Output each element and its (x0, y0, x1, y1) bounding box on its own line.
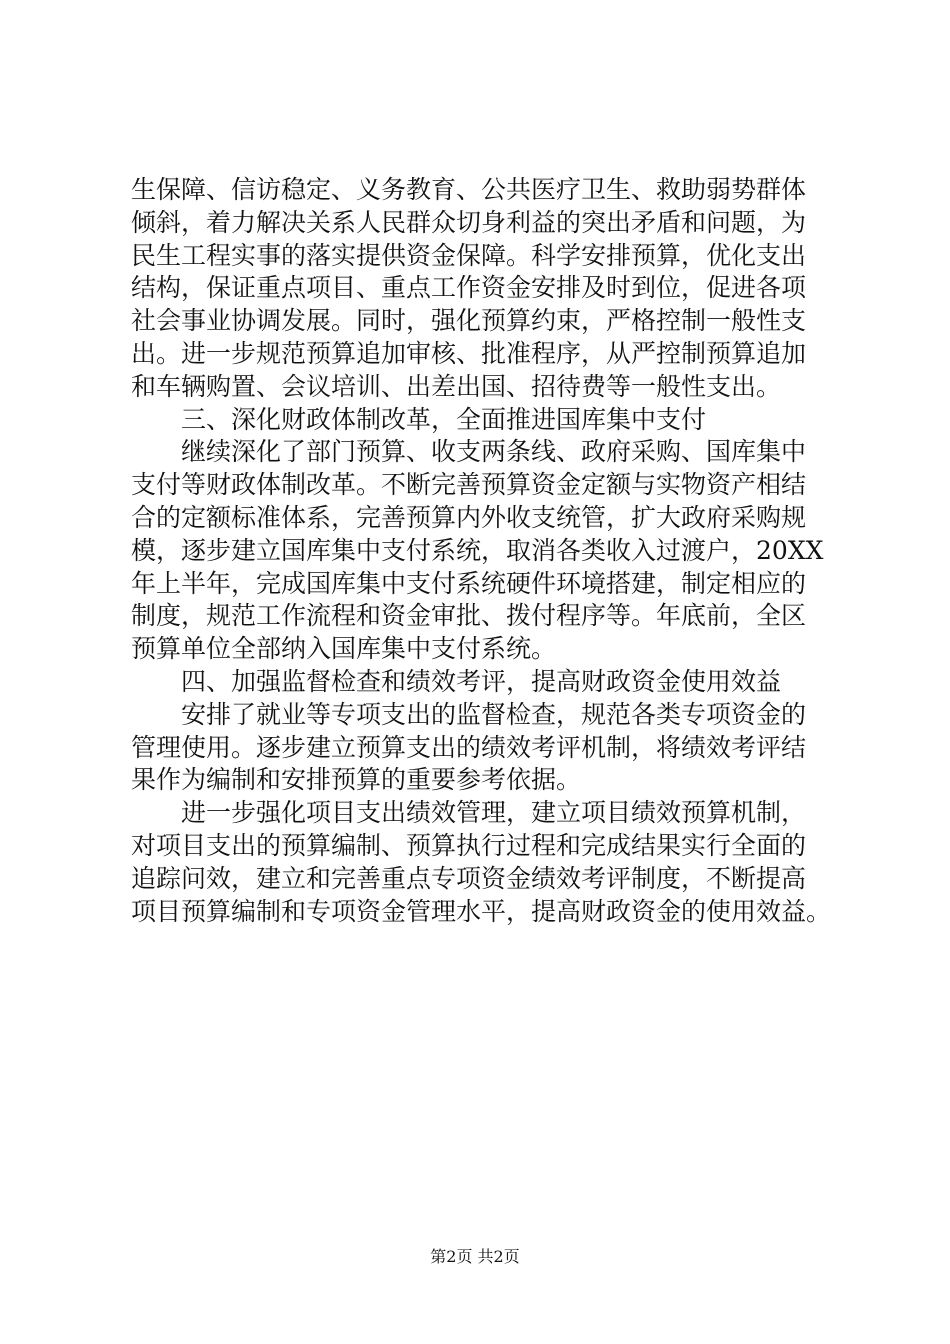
text-line: 预算单位全部纳入国库集中支付系统。 (131, 634, 557, 664)
text-line: 管理使用。逐步建立预算支出的绩效考评机制，将绩效考评结 (131, 732, 807, 762)
text-line: 进一步强化项目支出绩效管理，建立项目绩效预算机制， (181, 798, 807, 828)
text-line: 倾斜，着力解决关系人民群众切身利益的突出矛盾和问题，为 (131, 207, 807, 237)
text-line: 社会事业协调发展。同时，强化预算约束，严格控制一般性支 (131, 306, 807, 336)
text-line: 三、深化财政体制改革，全面推进国库集中支付 (181, 404, 707, 434)
text-line: 果作为编制和安排预算的重要参考依据。 (131, 765, 582, 795)
text-line: 追踪问效，建立和完善重点专项资金绩效考评制度，不断提高 (131, 863, 807, 893)
text-line: 年上半年，完成国库集中支付系统硬件环境搭建，制定相应的 (131, 568, 807, 598)
text-line: 模，逐步建立国库集中支付系统，取消各类收入过渡户，20XX (131, 535, 824, 565)
text-line: 制度，规范工作流程和资金审批、拨付程序等。年底前，全区 (131, 601, 807, 631)
text-line: 项目预算编制和专项资金管理水平，提高财政资金的使用效益。 (131, 896, 832, 926)
page-footer: 第2页 共2页 (430, 1247, 520, 1266)
document-body (131, 174, 851, 928)
text-line: 继续深化了部门预算、收支两条线、政府采购、国库集中 (181, 437, 807, 467)
text-line: 出。进一步规范预算追加审核、批准程序，从严控制预算追加 (131, 338, 807, 368)
text-line: 结构，保证重点项目、重点工作资金安排及时到位，促进各项 (131, 273, 807, 303)
text-line: 和车辆购置、会议培训、出差出国、招待费等一般性支出。 (131, 371, 782, 401)
text-line: 民生工程实事的落实提供资金保障。科学安排预算，优化支出 (131, 240, 807, 270)
text-line: 生保障、信访稳定、义务教育、公共医疗卫生、救助弱势群体 (131, 175, 807, 204)
text-line: 支付等财政体制改革。不断完善预算资金定额与实物资产相结 (131, 470, 807, 500)
text-line: 对项目支出的预算编制、预算执行过程和完成结果实行全面的 (131, 830, 807, 860)
text-line: 合的定额标准体系，完善预算内外收支统管，扩大政府采购规 (131, 502, 807, 532)
text-line: 安排了就业等专项支出的监督检查，规范各类专项资金的 (181, 699, 807, 729)
text-line: 四、加强监督检查和绩效考评，提高财政资金使用效益 (181, 666, 782, 696)
